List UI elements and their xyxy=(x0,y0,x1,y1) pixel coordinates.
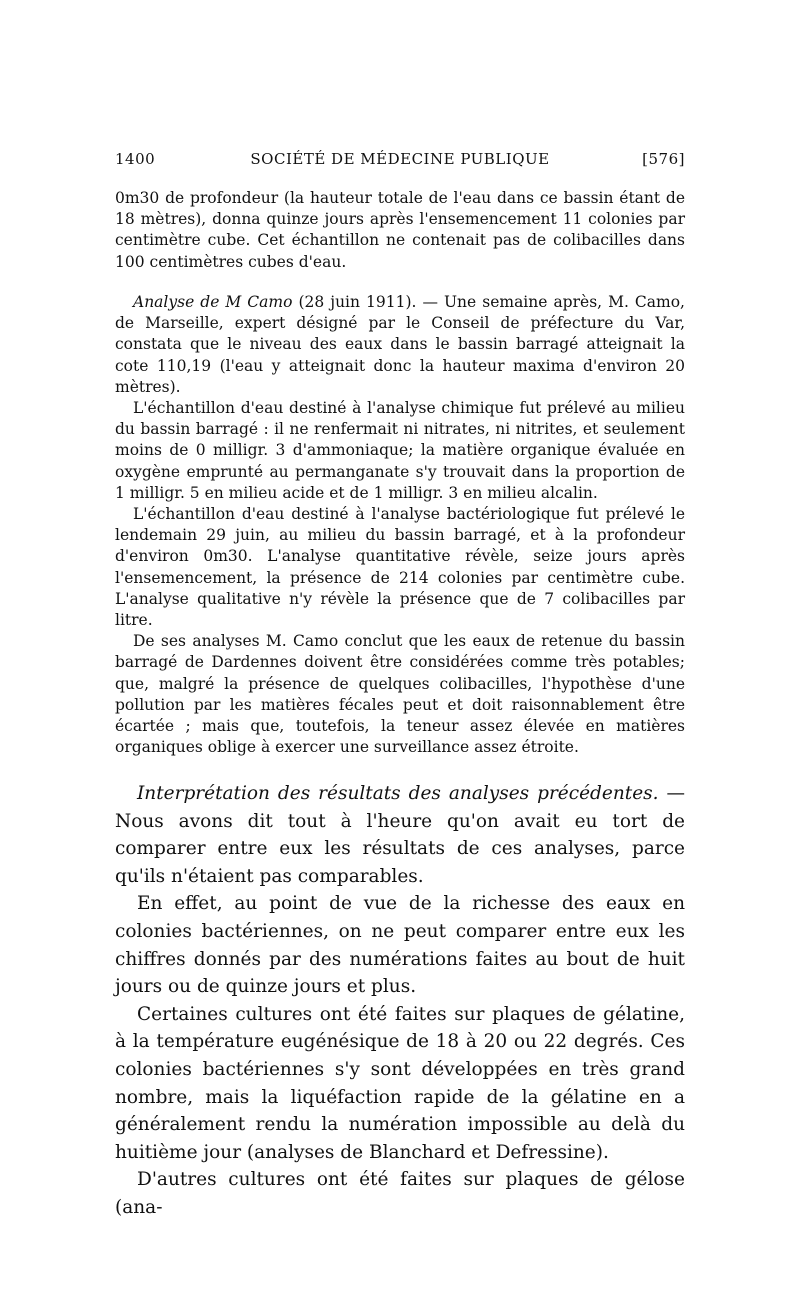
running-title: SOCIÉTÉ DE MÉDECINE PUBLIQUE xyxy=(250,150,550,168)
paragraph-1: 0m30 de profondeur (la hauteur totale de l'eau dans ce bassin étant de 18 mètres), donna quinze jours après l'ensemencement 11 colonies par centimètre cube. Cet échantillon ne contenait pas de colibacilles dans 100 centimètres cubes d'eau. xyxy=(115,189,685,271)
paragraph-5: De ses analyses M. Camo conclut que les eaux de retenue du bassin barragé de Dardennes doivent être considérées comme très potables; que, malgré la présence de quelques colibacilles, l'hypothèse d'une pollution par les matières fécales peut et doit raisonnablement être écartée ; mais que, toutefois, la teneur assez élevée en matières organiques oblige à exercer une surveillance assez étroite. xyxy=(115,632,685,757)
paragraph-3: L'échantillon d'eau destiné à l'analyse chimique fut prélevé au milieu du bassin barragé : il ne renfermait ni nitrates, ni nitrites, et seulement moins de 0 milligr. 3 d'ammoniaque; la matière organique évaluée en oxygène emprunté au permanganate s'y trouvait dans la proportion de 1 milligr. 5 en milieu acide et de 1 milligr. 3 en milieu alcalin. xyxy=(115,399,685,502)
section-heading-camo: Analyse de M Camo xyxy=(133,293,293,311)
paragraph-8: Certaines cultures ont été faites sur plaques de gélatine, à la température eugénésique de 18 à 20 ou 22 degrés. Ces colonies bactériennes s'y sont développées en très grand nombre, mais la liquéfaction rapide de la gélatine en a généralement rendu la numération impossible au delà du huitième jour (analyses de Blanchard et Defressine). xyxy=(115,1003,685,1163)
section-number: [576] xyxy=(642,150,685,168)
paragraph-6 xyxy=(115,780,685,890)
page-number: 1400 xyxy=(115,150,156,168)
interpretation-section xyxy=(115,780,685,1222)
paragraph-4: L'échantillon d'eau destiné à l'analyse bactériologique fut prélevé le lendemain 29 juin, au milieu du bassin barragé, et à la profondeur d'environ 0m30. L'analyse quantitative révèle, seize jours après l'ensemencement, la présence de 214 colonies par centimètre cube. L'analyse qualitative n'y révèle la présence que de 7 colibacilles par litre. xyxy=(115,505,685,630)
camo-analysis-section xyxy=(115,292,685,758)
paragraph-2-text: (28 juin 1911). — Une semaine après, M. Camo, de Marseille, expert désigné par le Conseil de préfecture du Var, constata que le niveau des eaux dans le bassin barragé atteignait la cote 110,19 (l'eau y atteignait donc la hauteur maxima d'environ 20 mètres). xyxy=(115,293,685,396)
paragraph-2 xyxy=(115,292,685,398)
section-heading-interpretation: Interprétation des résultats des analyses précédentes. xyxy=(137,783,659,804)
paragraph-9: D'autres cultures ont été faites sur plaques de gélose (ana- xyxy=(115,1169,685,1218)
page-header xyxy=(115,150,685,172)
paragraph-7: En effet, au point de vue de la richesse des eaux en colonies bactériennes, on ne peut comparer entre eux les chiffres donnés par des numérations faites au bout de huit jours ou de quinze jours et plus. xyxy=(115,893,685,998)
paragraph-continuation xyxy=(115,188,685,273)
paragraph-6-text: — Nous avons dit tout à l'heure qu'on avait eu tort de comparer entre eux les résultats de ces analyses, parce qu'ils n'étaient pas comparables. xyxy=(115,783,685,887)
